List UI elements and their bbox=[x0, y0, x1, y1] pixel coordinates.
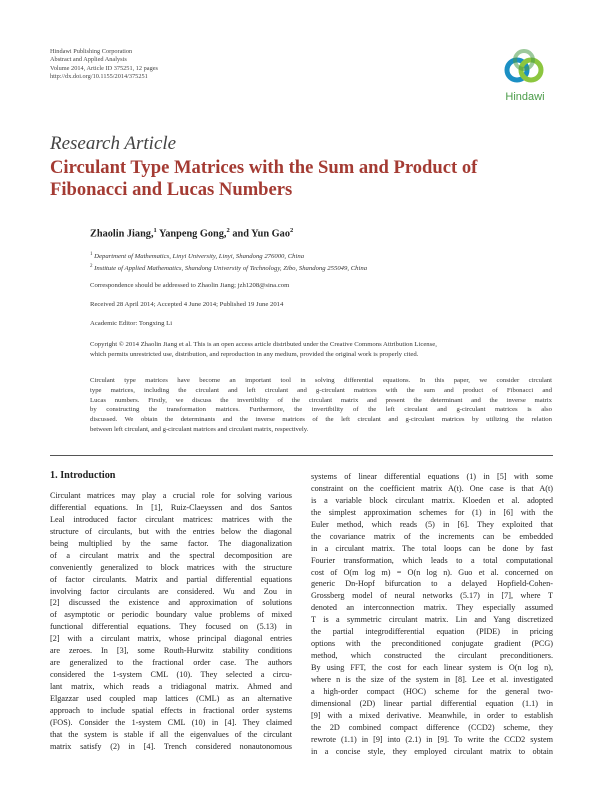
affiliation bbox=[90, 252, 304, 260]
journal-header bbox=[50, 48, 158, 82]
logo-text: Hindawi bbox=[505, 91, 545, 103]
journal-name: Abstract and Applied Analysis bbox=[50, 56, 127, 64]
body-text-line: the partial integrodifferential equation (PIDE) in pricing bbox=[311, 627, 553, 637]
body-text-line: method, which constructed the circulant preconditioners. bbox=[311, 651, 553, 661]
body-text-line: the covariance matrix of the increments can be embedded bbox=[311, 531, 553, 541]
affiliation-number: 1 bbox=[90, 252, 93, 257]
body-text-line: where n is the size of the system in [8]. Lee et al. investigated bbox=[311, 674, 553, 684]
publication-dates: Received 28 April 2014; Accepted 4 June 2014; Published 19 June 2014 bbox=[90, 301, 284, 308]
body-column-right bbox=[311, 471, 553, 758]
body-text-line: involving factor circulants are considered. Wu and Zou in bbox=[50, 586, 292, 596]
body-text-line: (FOS). Consider the 1-system CML (10) in [4]. They claimed bbox=[50, 717, 292, 727]
body-text-line: [9] with a mixed derivative. Meanwhile, in order to establish bbox=[311, 710, 553, 720]
affiliation-number: 2 bbox=[90, 264, 93, 269]
author-affiliation-mark: 2 bbox=[289, 227, 294, 234]
affiliation-text: Institute of Applied Mathematics, Shandong University of Technology, Zibo, Shandong 255049, China bbox=[94, 265, 368, 273]
body-text-line: the simplest approximation schemes for (1) in [6] with the bbox=[311, 507, 553, 517]
correspondence: Correspondence should be addressed to Zhaolin Jiang; jzh1208@sina.com bbox=[90, 282, 290, 289]
abstract-line: by constructing the transformation matrices. Furthermore, the invertibility of the left circulant and g-circulant matrices is also bbox=[90, 406, 552, 414]
body-text-line: are generalized to the fractional order case. The authors bbox=[50, 658, 292, 668]
body-text-line: Euler method, which reads (5) in [6]. They exploited that bbox=[311, 519, 553, 529]
body-text-line: [2] with a circulant matrix, whose principal diagonal entries bbox=[50, 634, 292, 644]
body-text-line: Grossberg model of neural networks (5.17) in [7], where T bbox=[311, 591, 553, 601]
author-name: and Yun Gao bbox=[232, 228, 290, 240]
body-text-line: cost of O(m log m) = O(n log n). Guo et al. concerned on bbox=[311, 567, 553, 577]
body-column-left bbox=[50, 490, 292, 753]
body-text-line: in a concise style, they employed circulant matrix to obtain bbox=[311, 746, 553, 756]
abstract-line: type matrices, including the circulant and left circulant and g-circulant matrices with the sum and product of Fibonacci and bbox=[90, 386, 552, 394]
body-text-line: By using FFT, the cost for each linear system is O(n log n), bbox=[311, 663, 553, 672]
abstract-line: Circulant type matrices have become an important tool in solving differential equations. In this paper, we consider circulant bbox=[90, 377, 552, 384]
body-text-line: that the system is stable if all the eigenvalues of the circulant bbox=[50, 729, 292, 739]
title-line: Fibonacci and Lucas Numbers bbox=[50, 179, 293, 200]
body-text-line: rewrote (1.1) in [9] into (2.1) in [9]. To write the CCD2 system bbox=[311, 734, 553, 744]
author-name: Zhaolin Jiang, bbox=[90, 228, 154, 240]
body-text-line: T is a symmetric circulant matrix. Lin and Yang discretized bbox=[311, 615, 553, 625]
body-text-line: considered the 1-system CML (10). They selected a circu- bbox=[50, 670, 292, 680]
body-text-line: Leal introduced factor circulant matrices: matrices with the bbox=[50, 514, 292, 524]
body-text-line: approach to include spatial effects in fractional order systems bbox=[50, 705, 292, 715]
copyright-line: Copyright © 2014 Zhaolin Jiang et al. This is an open access article distributed under the Creative Commons Attribution License, bbox=[90, 341, 437, 348]
body-text-line: are zeroes. In [3], some Routh-Hurwitz stability conditions bbox=[50, 646, 292, 656]
body-text-line: of asymptotic or periodic boundary value problems of mixed bbox=[50, 610, 292, 620]
body-text-line: options with the preconditioned conjugate gradient (PCG) bbox=[311, 639, 553, 649]
copyright-line: which permits unrestricted use, distribution, and reproduction in any medium, provided the original work is properly cited. bbox=[90, 350, 419, 358]
body-text-line: a high-order compact (HOC) scheme for the general two- bbox=[311, 686, 553, 696]
body-text-line: matrix satisfy (2) in [4]. Trench considered nonautonomous bbox=[50, 741, 292, 751]
author-affiliation-mark: 1 bbox=[153, 227, 157, 234]
body-text-line: being multiplied by the same factor. The diagonalization bbox=[50, 538, 292, 548]
academic-editor: Academic Editor: Tongxing Li bbox=[90, 320, 173, 327]
body-text-line: systems of linear differential equations (1) in [5] with some bbox=[311, 472, 553, 481]
body-text-line: of a circulant matrix and the spectral decomposition are bbox=[50, 550, 292, 560]
abstract-line: discussed. We obtain the determinants and the inverse matrices of the left circulant and g-circulant matrices by utilizing the relation bbox=[90, 416, 552, 424]
body-text-line: in a circulant matrix. The total loops can be done by fast bbox=[311, 543, 553, 553]
title-line: Circulant Type Matrices with the Sum and Product of bbox=[50, 157, 478, 178]
abstract-line: Lucas numbers. Firstly, we discuss the invertibility of the circulant matrix and present the determinant and the inverse matrix bbox=[90, 396, 552, 404]
paper-title bbox=[50, 157, 520, 201]
author-list bbox=[90, 227, 293, 239]
abstract-line: between left circulant, and g-circulant matrices and circulant matrix, respectively. bbox=[90, 425, 309, 433]
author-name: Yanpeng Gong, bbox=[158, 228, 227, 240]
body-text-line: constraint on the coefficient matrix A(t). One case is that A(t) bbox=[311, 483, 553, 493]
body-text-line: generic Dn-Hopf bifurcation to a delayed Hopfield-Cohen- bbox=[311, 579, 553, 589]
section-divider bbox=[50, 455, 553, 456]
body-text-line: [2] discussed the existence and approximation of solutions bbox=[50, 598, 292, 608]
body-text-line: functional differential equations. They focused on (5.13) in bbox=[50, 622, 292, 632]
volume-info: Volume 2014, Article ID 375251, 12 pages bbox=[50, 64, 158, 72]
body-text-line: dimensional (2D) linear partial differential equation (1.1) in bbox=[311, 698, 553, 708]
body-text-line: conveniently generalized to block matrices with the structure bbox=[50, 562, 292, 572]
author-affiliation-mark: 2 bbox=[226, 227, 230, 234]
body-text-line: denoted an interconnection matrix. They especially assumed bbox=[311, 603, 553, 613]
doi-link[interactable]: http://dx.doi.org/10.1155/2014/375251 bbox=[50, 73, 148, 81]
body-text-line: Elgazzar used coupled map lattices (CML) as an alternative bbox=[50, 693, 292, 703]
body-text-line: differential equations. In [1], Ruiz-Claeyssen and dos Santos bbox=[50, 502, 292, 512]
body-text-line: is a variable block circulant matrix. Kloeden et al. adopted bbox=[311, 495, 553, 505]
body-text-line: Fourier transformation, which leads to a total computational bbox=[311, 555, 553, 565]
body-text-line: of factor circulants. Matrix and partial differential equations bbox=[50, 574, 292, 584]
body-text-line: the 2D combined compact difference (CCD2) scheme, they bbox=[311, 722, 553, 732]
affiliation-text: Department of Mathematics, Linyi University, Linyi, Shandong 276000, China bbox=[94, 253, 305, 261]
section-heading: 1. Introduction bbox=[50, 470, 116, 481]
body-text-line: lant matrix, which reads a tridiagonal matrix. Ahmed and bbox=[50, 682, 292, 691]
publisher: Hindawi Publishing Corporation bbox=[50, 48, 133, 55]
article-type: Research Article bbox=[50, 133, 177, 154]
affiliation bbox=[90, 264, 367, 272]
body-text-line: Circulant matrices may play a crucial role for solving various bbox=[50, 491, 292, 500]
abstract bbox=[90, 376, 552, 435]
body-text-line: structure of circulants, but with the entries below the diagonal bbox=[50, 526, 292, 536]
copyright-notice bbox=[90, 340, 552, 360]
